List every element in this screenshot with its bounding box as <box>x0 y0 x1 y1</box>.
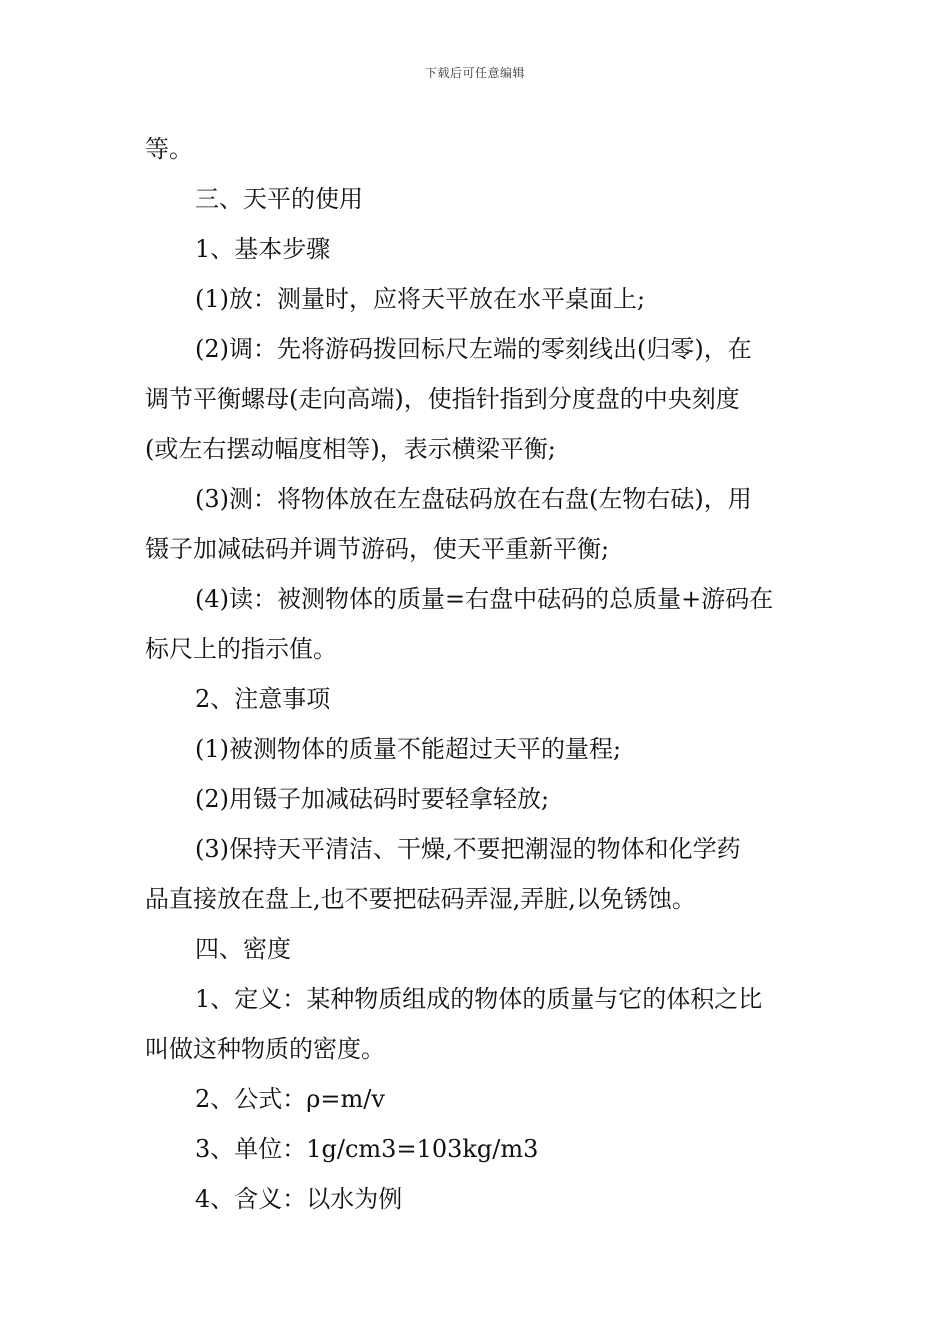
subheading-basic-steps: 1、基本步骤 <box>195 235 331 263</box>
document-body <box>145 124 809 1224</box>
step-measure-cont: 镊子加减砝码并调节游码，使天平重新平衡; <box>145 535 610 563</box>
note-2: (2)用镊子加减砝码时要轻拿轻放; <box>195 785 550 813</box>
step-read: (4)读：被测物体的质量=右盘中砝码的总质量+游码在 <box>195 585 774 613</box>
note-3-cont: 品直接放在盘上,也不要把砝码弄湿,弄脏,以免锈蚀。 <box>145 885 696 913</box>
subheading-notes: 2、注意事项 <box>195 685 331 713</box>
density-unit: 3、单位：1g/cm3=103kg/m3 <box>195 1135 539 1163</box>
note-3: (3)保持天平清洁、干燥,不要把潮湿的物体和化学药 <box>195 835 741 863</box>
step-place: (1)放：测量时，应将天平放在水平桌面上; <box>195 285 646 313</box>
step-adjust-cont-2: (或左右摆动幅度相等)，表示横梁平衡; <box>145 435 556 463</box>
step-measure: (3)测：将物体放在左盘砝码放在右盘(左物右砝)，用 <box>195 485 752 513</box>
page-header: 下载后可任意编辑 <box>424 66 525 80</box>
heading-balance-usage: 三、天平的使用 <box>195 185 363 213</box>
density-formula: 2、公式：ρ=m/v <box>195 1085 385 1113</box>
step-adjust-cont-1: 调节平衡螺母(走向高端)，使指针指到分度盘的中央刻度 <box>145 385 740 413</box>
density-meaning: 4、含义：以水为例 <box>195 1185 403 1213</box>
heading-density: 四、密度 <box>195 935 291 963</box>
step-read-cont: 标尺上的指示值。 <box>145 635 337 663</box>
density-definition-cont: 叫做这种物质的密度。 <box>145 1035 385 1063</box>
note-1: (1)被测物体的质量不能超过天平的量程; <box>195 735 622 763</box>
density-definition: 1、定义：某种物质组成的物体的质量与它的体积之比 <box>195 985 763 1013</box>
step-adjust: (2)调：先将游码拨回标尺左端的零刻线出(归零)，在 <box>195 335 752 363</box>
line-0: 等。 <box>145 135 193 163</box>
